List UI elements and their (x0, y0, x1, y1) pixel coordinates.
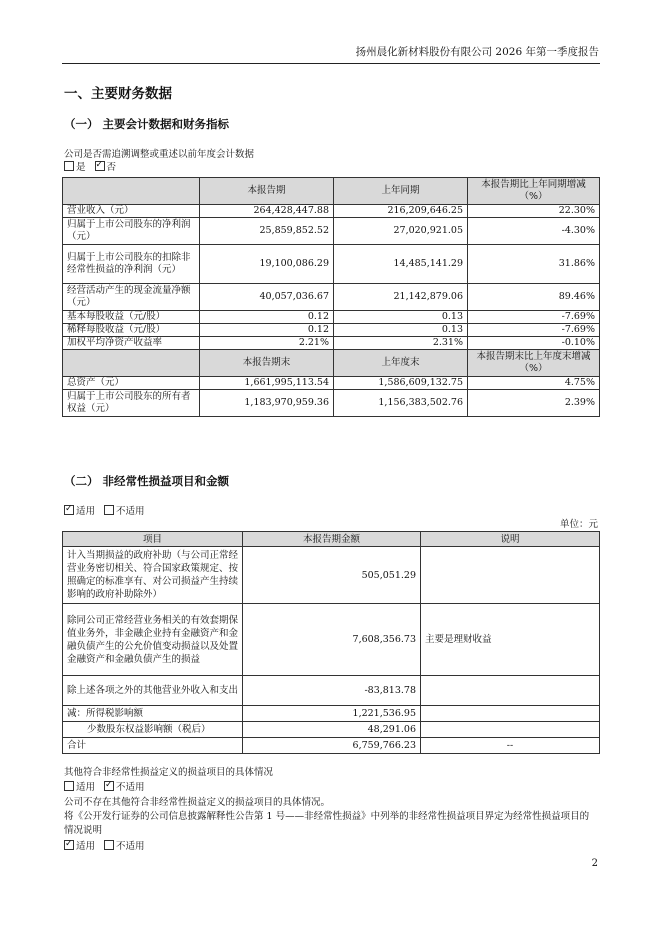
restatement-question: 公司是否需追溯调整或重述以前年度会计数据 (64, 149, 255, 160)
page-number: 2 (591, 858, 598, 869)
non-recurring-table (62, 531, 600, 754)
applicable-label: 适用 (76, 506, 96, 517)
not-applicable-label: 不适用 (116, 506, 145, 517)
header-prior-period: 上年同期 (334, 178, 468, 205)
cell-amount: -83,813.78 (243, 676, 421, 706)
cell-value: 264,428,447.88 (200, 205, 334, 218)
cell-value: 0.13 (334, 311, 468, 324)
cell-value: 31.86% (468, 245, 600, 284)
cell-value: 21,142,879.06 (334, 284, 468, 311)
cell-note (421, 676, 600, 706)
cell-value: 19,100,086.29 (200, 245, 334, 284)
cell-value: 1,661,995,113.54 (200, 377, 334, 390)
report-header-title: 扬州晨化新材料股份有限公司 2026 年第一季度报告 (355, 46, 599, 58)
table-row (63, 324, 600, 337)
cell-note: -- (421, 738, 600, 754)
cell-value: 216,209,646.25 (334, 205, 468, 218)
row-label: 归属于上市公司股东的扣除非经常性损益的净利润（元） (63, 245, 200, 284)
header-prior-year-end: 上年度末 (334, 350, 468, 377)
header-blank (63, 350, 200, 377)
cell-value: 40,057,036.67 (200, 284, 334, 311)
row-label: 基本每股收益（元/股） (63, 311, 200, 324)
explain-not-applicable-label: 不适用 (116, 841, 145, 852)
cell-note (421, 547, 600, 604)
checkbox-applicable[interactable] (64, 505, 74, 515)
cell-amount: 6,759,766.23 (243, 738, 421, 754)
explain-applicable-label: 适用 (76, 841, 96, 852)
table-row (63, 284, 600, 311)
section-title-financial-data: 一、主要财务数据 (64, 86, 172, 102)
row-label: 加权平均净资产收益率 (63, 337, 200, 350)
header-change-pct: 本报告期比上年同期增减（%） (468, 178, 600, 205)
cell-value: -4.30% (468, 218, 600, 245)
cell-value: 22.30% (468, 205, 600, 218)
cell-value: 0.13 (334, 324, 468, 337)
other-items-statement: 公司不存在其他符合非经常性损益定义的损益项目的具体情况。 (64, 797, 331, 808)
header-blank (63, 178, 200, 205)
cell-value: 27,020,921.05 (334, 218, 468, 245)
cell-value: -7.69% (468, 311, 600, 324)
header-amount: 本报告期金额 (243, 532, 421, 547)
header-period-end: 本报告期末 (200, 350, 334, 377)
header-note: 说明 (421, 532, 600, 547)
cell-value: 4.75% (468, 377, 600, 390)
row-label: 归属于上市公司股东的净利润（元） (63, 218, 200, 245)
cell-amount: 48,291.06 (243, 722, 421, 738)
table-header-row (63, 178, 600, 205)
other-not-applicable-label: 不适用 (116, 782, 145, 793)
checkbox-no[interactable] (95, 161, 105, 171)
cell-value: 2.31% (334, 337, 468, 350)
cell-value: 1,183,970,959.36 (200, 390, 334, 417)
row-item: 少数股东权益影响额（税后） (63, 722, 243, 738)
cell-value: 89.46% (468, 284, 600, 311)
other-items-title: 其他符合非经常性损益定义的损益项目的具体情况 (64, 767, 274, 778)
table-row (63, 377, 600, 390)
checkbox-not-applicable[interactable] (104, 505, 114, 515)
table-header-row (63, 350, 600, 377)
option-no-label: 否 (106, 162, 117, 173)
table-row (63, 706, 600, 722)
cell-note (421, 722, 600, 738)
key-indicators-table (62, 177, 600, 417)
restatement-options (64, 161, 116, 174)
other-items-options (64, 781, 145, 794)
row-label: 稀释每股收益（元/股） (63, 324, 200, 337)
row-label: 经营活动产生的现金流量净额（元） (63, 284, 200, 311)
cell-value: 0.12 (200, 311, 334, 324)
cell-value: 0.12 (200, 324, 334, 337)
checkbox-yes[interactable] (64, 161, 74, 171)
cell-value: 2.21% (200, 337, 334, 350)
cell-note: 主要是理财收益 (421, 604, 600, 676)
table-row (63, 722, 600, 738)
table-row (63, 205, 600, 218)
other-applicable-label: 适用 (76, 782, 96, 793)
subsection-title-key-indicators: （一） 主要会计数据和财务指标 (64, 117, 230, 131)
row-label: 归属于上市公司股东的所有者权益（元） (63, 390, 200, 417)
row-label: 总资产（元） (63, 377, 200, 390)
header-current-period: 本报告期 (200, 178, 334, 205)
cell-value: -7.69% (468, 324, 600, 337)
header-divider (62, 63, 600, 64)
table-row (63, 218, 600, 245)
table-row (63, 547, 600, 604)
row-item: 除上述各项之外的其他营业外收入和支出 (63, 676, 243, 706)
checkbox-other-not-applicable[interactable] (104, 781, 114, 791)
header-item: 项目 (63, 532, 243, 547)
row-item: 除同公司正常经营业务相关的有效套期保值业务外，非金融企业持有金融资产和金融负债产生的公允价值变动损益以及处置金融资产和金融负债产生的损益 (63, 604, 243, 676)
cell-amount: 1,221,536.95 (243, 706, 421, 722)
table-row (63, 738, 600, 754)
cell-note (421, 706, 600, 722)
subsection-title-non-recurring: （二） 非经常性损益项目和金额 (64, 474, 230, 488)
table-row (63, 676, 600, 706)
cell-value: 1,586,609,132.75 (334, 377, 468, 390)
applicability-options (64, 505, 145, 518)
cell-value: 1,156,383,502.76 (334, 390, 468, 417)
row-item: 减：所得税影响额 (63, 706, 243, 722)
cell-value: -0.10% (468, 337, 600, 350)
cell-amount: 7,608,356.73 (243, 604, 421, 676)
checkbox-other-applicable[interactable] (64, 781, 74, 791)
table-row (63, 337, 600, 350)
row-item: 合计 (63, 738, 243, 754)
table-row (63, 604, 600, 676)
reclassification-options (64, 840, 145, 853)
checkbox-explain-not-applicable[interactable] (104, 840, 114, 850)
reclassification-explanation: 将《公开发行证券的公司信息披露解释性公告第 1 号——非经常性损益》中列举的非经常性损益项目界定为经常性损益项目的情况说明 (64, 811, 590, 836)
row-item: 计入当期损益的政府补助（与公司正常经营业务密切相关、符合国家政策规定、按照确定的标准享有、对公司损益产生持续影响的政府补助除外） (63, 547, 243, 604)
cell-amount: 505,051.29 (243, 547, 421, 604)
header-change-pct: 本报告期末比上年度末增减（%） (468, 350, 600, 377)
checkbox-explain-applicable[interactable] (64, 840, 74, 850)
row-label: 营业收入（元） (63, 205, 200, 218)
table-row (63, 390, 600, 417)
table-header-row (63, 532, 600, 547)
table-row (63, 311, 600, 324)
table-row (63, 245, 600, 284)
cell-value: 2.39% (468, 390, 600, 417)
cell-value: 25,859,852.52 (200, 218, 334, 245)
cell-value: 14,485,141.29 (334, 245, 468, 284)
unit-label: 单位：元 (559, 519, 598, 530)
option-yes-label: 是 (76, 162, 86, 173)
